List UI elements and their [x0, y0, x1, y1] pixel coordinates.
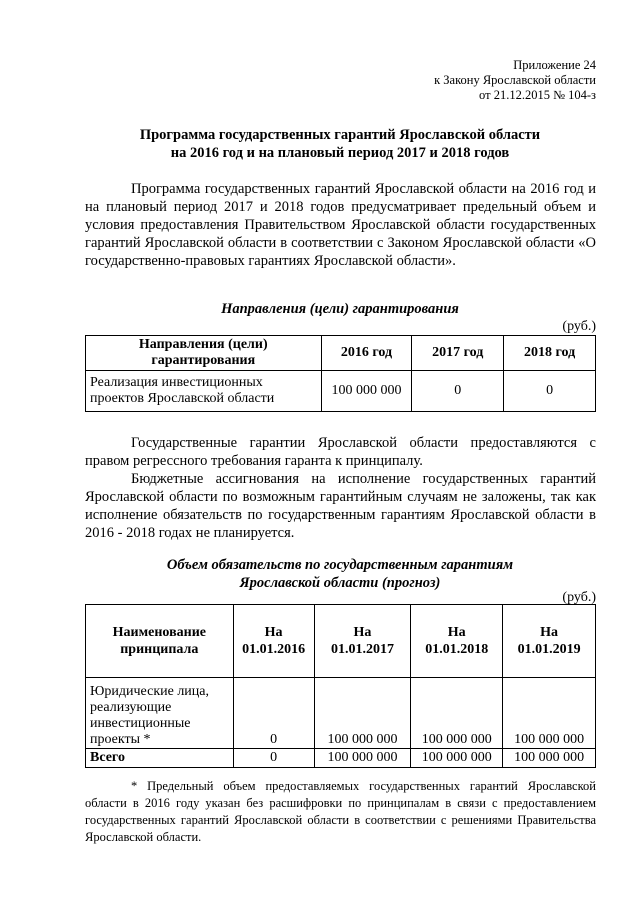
total-value-2019: 100 000 000 [503, 749, 596, 768]
row-name: Реализация инвестиционных проектов Ярославской области [86, 371, 322, 412]
document-title [80, 126, 600, 162]
guarantee-directions-table [85, 335, 596, 412]
intro-paragraph: Программа государственных гарантий Ярославской области на 2016 год и на плановый период 2017 и 2018 годов предусматривает предельный объем и условия предоставления Правительством Ярославской области государственных гарантий Ярославской области в соответствии с Законом Ярославской области «О государственно-правовых гарантиях Ярославской области». [85, 181, 596, 269]
section2-title-line1: Объем обязательств по государственным гарантиям [166, 557, 514, 573]
section2-unit: (руб.) [562, 590, 596, 605]
header-principal: Наименование принципала [86, 605, 234, 678]
header-date-2019 [503, 605, 596, 678]
header-date-prefix: На [353, 625, 372, 640]
budget-paragraph: Бюджетные ассигнования на исполнение государственных гарантий Ярославской области по возможным гарантийным случаям не заложены, так как исполнение обязательств по государственным гарантиям Ярославской области в 2016 - 2018 годах не планируется. [85, 471, 596, 541]
header-date-value: 01.01.2017 [330, 642, 394, 657]
header-2016: 2016 год [321, 336, 412, 371]
footnote: * Предельный объем предоставляемых государственных гарантий Ярославской области в 2016 году указан без расшифровки по принципалам в связи с предоставлением государственных гарантий Ярославской области в соответствии с решениями Правительства Ярославской области. [85, 779, 596, 844]
total-label: Всего [86, 749, 234, 768]
row-value-2016: 0 [233, 678, 314, 749]
header-date-prefix: На [447, 625, 466, 640]
header-date-prefix: На [264, 625, 283, 640]
table-header-row [86, 336, 596, 371]
section2-title-line2: Ярославской области (прогноз) [239, 575, 441, 591]
header-date-2017 [314, 605, 411, 678]
header-date-value: 01.01.2018 [425, 642, 489, 657]
row-value-2017: 100 000 000 [314, 678, 411, 749]
header-direction: Направления (цели) гарантирования [86, 336, 322, 371]
document-title-line1: Программа государственных гарантий Ярославской области [139, 127, 541, 143]
row-value-2018: 0 [504, 371, 596, 412]
row-value-2018: 100 000 000 [411, 678, 503, 749]
appendix-date: от 21.12.2015 № 104-з [479, 88, 596, 102]
total-value-2018: 100 000 000 [411, 749, 503, 768]
regress-paragraph: Государственные гарантии Ярославской области предоставляются с правом регрессного требования гаранта к принципалу. [85, 435, 596, 469]
row-principal-name: Юридические лица, реализующие инвестиционные проекты * [86, 678, 234, 749]
header-date-prefix: На [540, 625, 559, 640]
header-date-2018 [411, 605, 503, 678]
header-date-2016 [233, 605, 314, 678]
row-value-2017: 0 [412, 371, 504, 412]
section1-unit: (руб.) [562, 319, 596, 334]
total-value-2017: 100 000 000 [314, 749, 411, 768]
obligations-table [85, 604, 596, 768]
header-2018: 2018 год [504, 336, 596, 371]
table-row [86, 371, 596, 412]
section1-title: Направления (цели) гарантирования [221, 301, 459, 317]
header-date-value: 01.01.2016 [242, 642, 306, 657]
appendix-law: к Закону Ярославской области [434, 73, 596, 87]
appendix-number: Приложение 24 [513, 58, 596, 72]
table-row [86, 678, 596, 749]
total-value-2016: 0 [233, 749, 314, 768]
table-header-row [86, 605, 596, 678]
table-total-row [86, 749, 596, 768]
section2-title [80, 556, 600, 592]
appendix-header [434, 58, 596, 103]
header-date-value: 01.01.2019 [517, 642, 581, 657]
row-value-2016: 100 000 000 [321, 371, 412, 412]
row-value-2019: 100 000 000 [503, 678, 596, 749]
header-2017: 2017 год [412, 336, 504, 371]
document-title-line2: на 2016 год и на плановый период 2017 и 2018 годов [170, 145, 510, 161]
